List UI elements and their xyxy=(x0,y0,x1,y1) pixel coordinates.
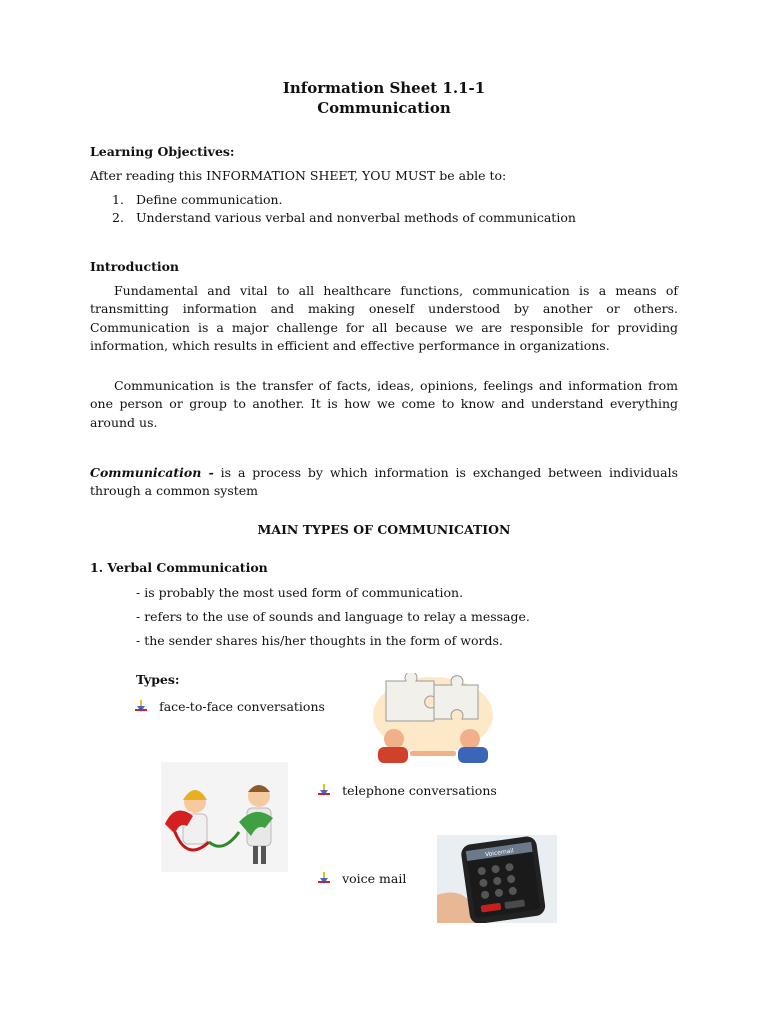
type-label: telephone conversations xyxy=(342,783,497,798)
arrow-bullet-icon xyxy=(317,872,331,886)
objective-num: 1. xyxy=(112,192,124,207)
introduction-paragraph: Communication is the transfer of facts, ideas, opinions, feelings and information from one person or group to another. It is how we come to know and understand everything around us. xyxy=(90,378,678,430)
face-to-face-image xyxy=(366,673,501,763)
voice-mail-image xyxy=(437,835,557,923)
objectives-intro: After reading this INFORMATION SHEET, YOU MUST be able to: xyxy=(90,168,507,183)
type-item xyxy=(317,868,406,887)
objective-item: Understand various verbal and nonverbal methods of communication xyxy=(136,210,576,225)
arrow-bullet-icon xyxy=(317,784,331,798)
type-item xyxy=(134,696,325,715)
verbal-point: - the sender shares his/her thoughts in the form of words. xyxy=(136,633,503,648)
page-subtitle: Communication xyxy=(317,99,451,117)
verbal-point: - refers to the use of sounds and language to relay a message. xyxy=(136,609,530,624)
phone-screen-label: Voicemail xyxy=(484,847,515,859)
verbal-point: - is probably the most used form of communication. xyxy=(136,585,464,600)
definition-term: Communication - xyxy=(90,465,214,480)
definition-text: is a process by which information is exchanged between individuals through a common system xyxy=(90,465,678,499)
objective-item: Define communication. xyxy=(136,192,283,207)
section-heading: MAIN TYPES OF COMMUNICATION xyxy=(257,522,511,537)
type-label: face-to-face conversations xyxy=(159,699,325,714)
arrow-bullet-icon xyxy=(134,700,148,714)
objectives-heading: Learning Objectives: xyxy=(90,144,235,159)
type-label: voice mail xyxy=(342,871,407,886)
introduction-heading: Introduction xyxy=(90,259,180,274)
type-item xyxy=(317,780,497,799)
types-heading: Types: xyxy=(136,672,180,687)
definition-paragraph xyxy=(90,464,678,501)
objective-num: 2. xyxy=(112,210,124,225)
verbal-heading: 1. Verbal Communication xyxy=(90,560,268,575)
page-title: Information Sheet 1.1-1 xyxy=(282,79,486,97)
telephone-image xyxy=(161,762,288,872)
introduction-paragraph: Fundamental and vital to all healthcare functions, communication is a means of transmitting information and making oneself understood by another or others. Communication is a major challenge for all because we are responsible for providing information, which results in efficient and effective performance in organizations. xyxy=(90,283,678,353)
